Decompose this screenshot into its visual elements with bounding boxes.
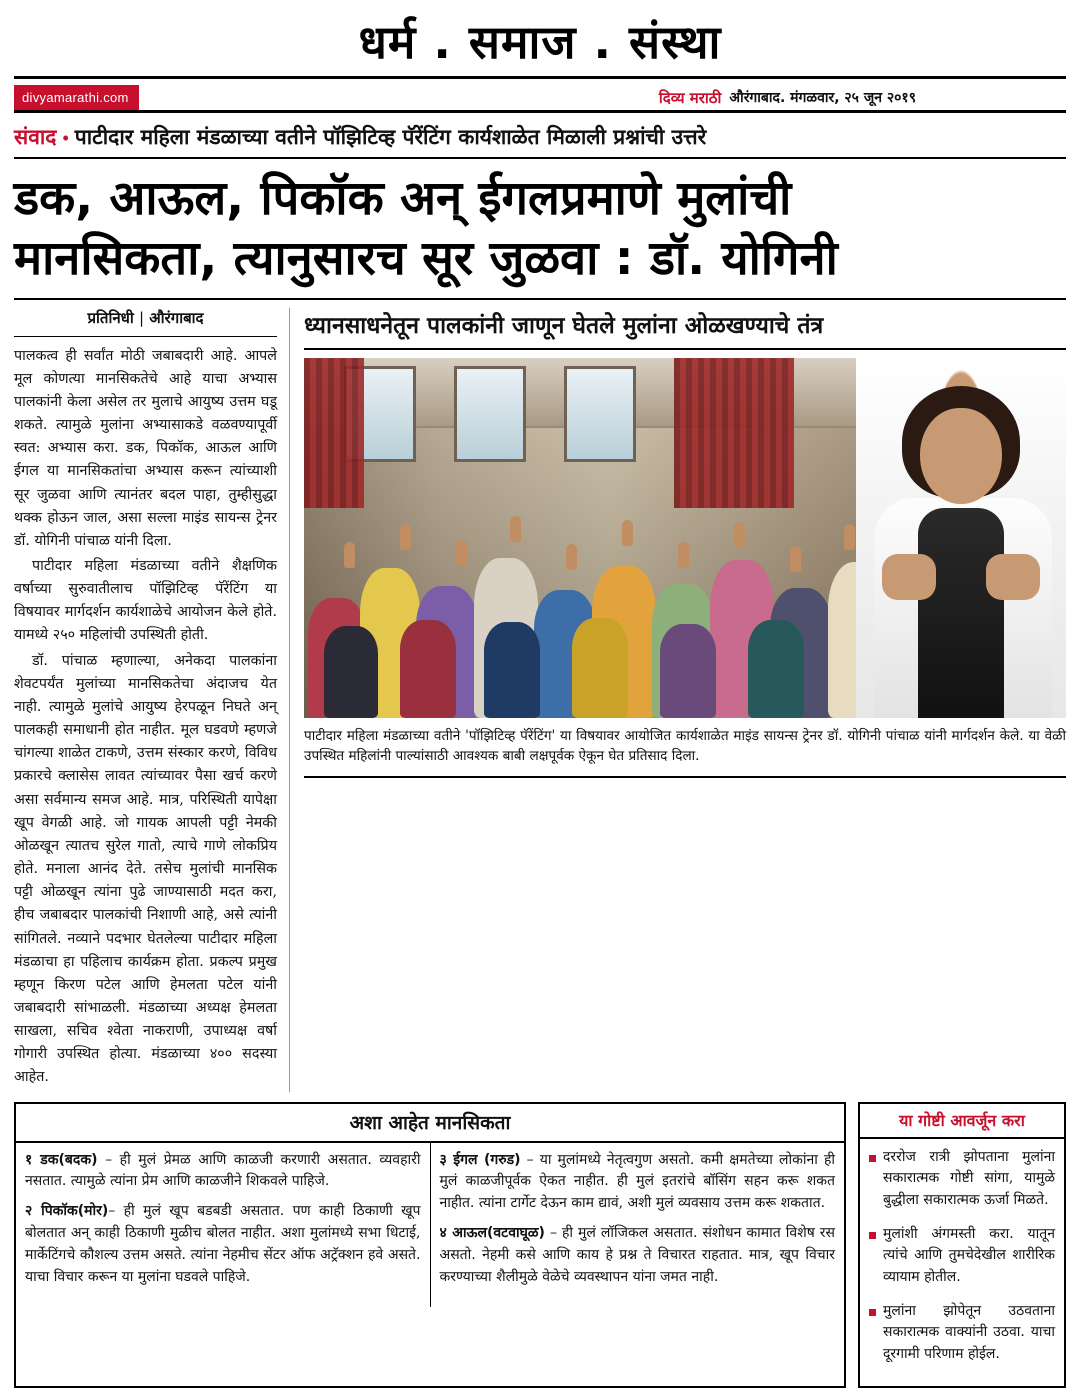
raised-hand — [844, 524, 855, 550]
mindset-text: – ही मुलं खूप बडबडी असतात. पण काही ठिकाणी खूप बोलतात अन् काही ठिकाणी मुळीच बोलत नाहीत. अशा मुलांमध्ये सभा धिटाई, मार्केटिंगचे कौशल्य उत्तम असते. त्यांना नेहमीच सेंटर ऑफ अट्रॅक्शन हवे असते. याचा विचार करून या मुलांना घडवले पाहिजे. — [25, 1203, 421, 1285]
audience-person — [572, 618, 628, 718]
audience-person — [660, 624, 716, 718]
mindsets-box-title: अशा आहेत मानसिकता — [16, 1104, 844, 1143]
kicker-text: पाटीदार महिला मंडळाच्या वतीने पॉझिटिव्ह पॅरेंटिंग कार्यशाळेत मिळाली प्रश्नांची उत्तरे — [74, 125, 707, 150]
headline-line-1: डक, आऊल, पिकॉक अन् ईगलप्रमाणे मुलांची — [14, 171, 792, 227]
mindset-item — [25, 1150, 421, 1194]
audience-person — [400, 620, 456, 718]
raised-hand — [566, 544, 577, 570]
article-body — [14, 345, 277, 1090]
masthead-rule — [14, 76, 1066, 79]
mindsets-column-1 — [16, 1143, 431, 1307]
mindset-text: – या मुलांमध्ये नेतृत्वगुण असतो. कमी क्षमतेच्या लोकांना ही मुलं काळजीपूर्वक ऐकत नाहीत. ही मुलं इतरांचे बॉसिंग सहन करू शकत नाहीत. त्यांना टार्गेट देऊन काम द्यावं, अशी मुलं व्यवसाय उत्तम करू शकतात. — [439, 1151, 835, 1212]
audience-person — [484, 622, 540, 718]
mindset-item — [440, 1150, 836, 1215]
tips-box-title: या गोष्टी आवर्जून करा — [860, 1104, 1064, 1139]
mindset-label: ३ ईगल (गरुड) — [439, 1151, 521, 1168]
byline — [14, 308, 277, 337]
photo-caption: पाटीदार महिला मंडळाच्या वतीने 'पॉझिटिव्ह पॅरेंटिंग' या विषयावर आयोजित कार्यशाळेत माइंड सायन्स ट्रेनर डॉ. योगिनी पांचाळ यांनी मार्गदर्शन केले. या वेळी उपस्थित महिलांनी पाल्यांसाठी आवश्यक बाबी लक्षपूर्वक ऐकून घेत प्रतिसाद दिला. — [304, 718, 1066, 779]
byline-reporter: प्रतिनिधी — [87, 308, 134, 327]
mindsets-box — [14, 1102, 846, 1388]
kicker — [14, 113, 1066, 159]
byline-city: औरंगाबाद — [149, 308, 204, 327]
raised-hand — [510, 516, 521, 542]
mindset-text: – ही मुलं लॉजिकल असतात. संशोधन कामात विशेष रस असतो. नेहमी कसे आणि काय हे प्रश्न ते विचारत राहतात. मात्र, खूप विचार करण्याच्या शैलीमुळे वेळेचे व्यवस्थापन यांना जमत नाही. — [439, 1225, 835, 1285]
bar-spacer — [139, 85, 659, 110]
tip-item: मुलांना झोपेतून उठवताना सकारात्मक वाक्यांनी उठवा. याचा दूरगामी परिणाम होईल. — [869, 1301, 1055, 1366]
mindset-label: १ डक(बदक) — [25, 1151, 98, 1168]
article-content — [14, 298, 1066, 1092]
raised-hand — [622, 520, 633, 546]
raised-hand — [456, 540, 467, 566]
mindsets-box-body — [16, 1143, 844, 1307]
right-column — [304, 308, 1066, 1092]
article-paragraph: डॉ. पांचाळ म्हणाल्या, अनेकदा पालकांना शेवटपर्यंत मुलांच्या मानसिकतेचा अंदाजच येत नाही. त्यामुळे मुलांचे आयुष्य हेरपळून निघते अन् पालकही समाधानी होत नाहीत. मूल घडवणे म्हणजे चांगल्या शाळेत टाकणे, उत्तम संस्कार करणे, विविध प्रकारचे क्लासेस लावत त्यांच्यावर पैसा खर्च करणे असा सर्वमान्य समज आहे. मात्र, परिस्थिती यापेक्षा खूप वेगळी आहे. जो गायक आपली पट्टी नेमकी ओळखून त्यातच सुरेल गातो, त्याचे गाणे लोकप्रिय होते. मनाला आनंद देते. तसेच मुलांची मानसिक पट्टी ओळखून त्यांना पुढे जाण्यासाठी मदत करा, हीच जबाबदार पालकांची निशाणी आहे, असे त्यांनी सांगितले. नव्याने पदभार घेतलेल्या पाटीदार महिला मंडळाचा हा पहिलाच कार्यक्रम होता. प्रकल्प प्रमुख म्हणून किरण पटेल आणि हेमलता पटेल यांनी जबाबदारी सांभाळली. मंडळाच्या अध्यक्ष हेमलता साखला, सचिव श्वेता नाकराणी, उपाध्यक्ष वर्षा गोगारी उपस्थित होत्या. मंडळाच्या ४०० सदस्या आहेत. — [14, 652, 277, 1086]
website-url[interactable]: divyamarathi.com — [14, 85, 139, 110]
mindset-item — [440, 1223, 836, 1288]
headline-line-2: मानसिकता, त्यानुसारच सूर जुळवा : डॉ. योगिनी — [14, 231, 838, 287]
paper-logo: दिव्य मराठी — [658, 88, 722, 107]
mindsets-column-2 — [431, 1143, 845, 1307]
raised-hand — [734, 522, 745, 548]
tip-item: दररोज रात्री झोपताना मुलांना सकारात्मक गोष्टी सांगा, यामुळे बुद्धीला सकारात्मक ऊर्जा मिळते. — [869, 1147, 1055, 1212]
speaker-cutout-photo — [856, 358, 1066, 718]
article-paragraph: पाटीदार महिला मंडळाच्या वतीने शैक्षणिक वर्षाच्या सुरुवातीलाच पॉझिटिव्ह पॅरेंटिंग या विषयावर मार्गदर्शन कार्यशाळेचे आयोजन केले होते. यामध्ये २५० महिलांची उपस्थिती होती. — [14, 558, 277, 644]
raised-hand — [344, 542, 355, 568]
speaker-face — [920, 408, 1002, 504]
dateline-text: औरंगाबाद. मंगळवार, २५ जून २०१९ — [729, 90, 916, 107]
workshop-photo — [304, 358, 1066, 718]
headline — [14, 159, 1066, 297]
speaker-inner-top — [918, 508, 1004, 718]
mindset-text: – ही मुलं प्रेमळ आणि काळजी करणारी असतात. व्यवहारी नसतात. त्यामुळे त्यांना प्रेम आणि काळजीने शिकवले पाहिजे. — [25, 1151, 421, 1190]
kicker-label: संवाद — [14, 125, 57, 150]
speaker-hand — [986, 554, 1040, 600]
mindset-label: २ पिकॉक(मोर) — [25, 1203, 109, 1220]
raised-hand — [790, 546, 801, 572]
tips-box — [858, 1102, 1066, 1388]
masthead-bar — [14, 85, 1066, 113]
audience-person — [748, 620, 804, 718]
tip-item: मुलांशी अंगमस्ती करा. यातून त्यांचे आणि तुमचेदेखील शारीरिक व्यायाम होतील. — [869, 1224, 1055, 1289]
left-column — [14, 308, 290, 1092]
mindset-label: ४ आऊल(वटवाघूळ) — [439, 1225, 545, 1242]
byline-separator: | — [139, 308, 145, 327]
speaker-hand — [882, 554, 936, 600]
audience-person — [324, 626, 378, 718]
article-paragraph: पालकत्व ही सर्वांत मोठी जबाबदारी आहे. आपले मूल कोणत्या मानसिकतेचे आहे याचा अभ्यास पालकांनी केला असेल तर मुलाचे आयुष्य उत्तम घडू शकते. त्यामुळे मुलांना अभ्यासाकडे वळवण्यापूर्वी स्वत: अभ्यास करा. डक, पिकॉक, आऊल आणि ईगल या मानसिकतांचा अभ्यास करून त्यांच्याशी सूर जुळवा आणि त्यानंतर बदल पाहा, तुम्हीसुद्धा थक्क होऊन जाल, असा सल्ला माइंड सायन्स ट्रेनर डॉ. योगिनी पांचाळ यांनी दिला. — [14, 347, 277, 549]
kicker-dot-icon: • — [62, 128, 69, 149]
raised-hand — [678, 542, 689, 568]
mindset-item — [25, 1201, 421, 1288]
masthead-title: धर्म . समाज . संस्था — [358, 15, 722, 69]
dateline-group — [659, 85, 1066, 110]
tips-box-body — [860, 1139, 1064, 1386]
raised-hand — [400, 524, 411, 550]
sub-headline: ध्यानसाधनेतून पालकांनी जाणून घेतले मुलांना ओळखण्याचे तंत्र — [304, 308, 1066, 350]
masthead — [14, 0, 1066, 85]
bottom-boxes — [14, 1102, 1066, 1388]
